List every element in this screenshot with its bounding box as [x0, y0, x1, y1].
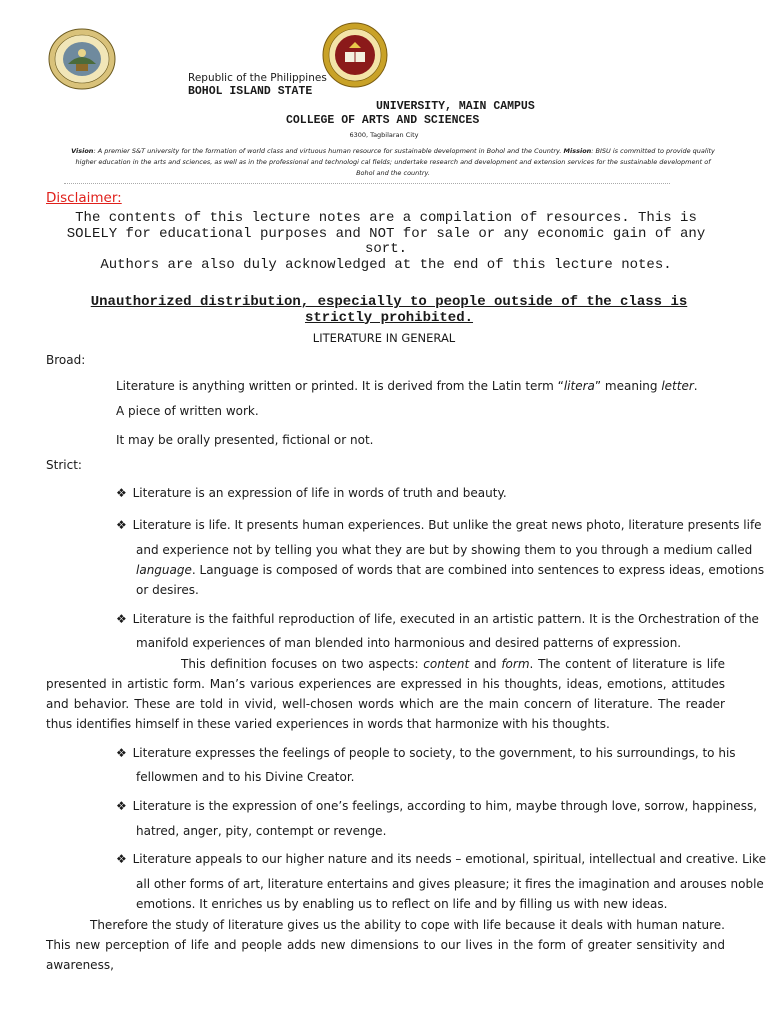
broad-item-1-continued: A piece of written work. — [116, 404, 259, 418]
strict-bullet-5: ❖ Literature is the expression of one’s feelings, according to him, maybe through love, sorrow, happiness, — [116, 799, 758, 813]
disclaimer-line2: Authors are also duly acknowledged at the end of this lecture notes. — [100, 256, 672, 273]
vision-mission — [66, 146, 720, 179]
mission-text: : BISU is committed to provide quality higher education in the arts and sciences, as well as in the professional and technologi cal fields; undertake research and development and extension services for the sustainable development of Bohol and the country. — [75, 147, 715, 177]
republic-label: Republic of the Philippines — [188, 72, 327, 84]
vision-text: : A premier S&T university for the formation of world class and virtuous human resource for sustainable development in Bohol and the Country. — [93, 147, 564, 155]
strict-bullet-6: ❖ Literature appeals to our higher nature and its needs – emotional, spiritual, intellectual and creative. Like — [116, 852, 767, 866]
strict-bullet-2-line2: and experience not by telling you what they are but by showing them to you through a medium called — [136, 543, 753, 557]
strict-bullet-2: ❖ Literature is life. It presents human experiences. But unlike the great news photo, literature presents life — [116, 518, 762, 532]
university-name-line1: BOHOL ISLAND STATE — [188, 85, 313, 98]
diamond-bullet-icon: ❖ — [116, 486, 127, 500]
college-name: COLLEGE OF ARTS AND SCIENCES — [286, 114, 480, 127]
section-title: LITERATURE IN GENERAL — [312, 331, 456, 345]
mission-label: Mission — [563, 147, 592, 155]
diamond-bullet-icon: ❖ — [116, 746, 127, 760]
college-seal-logo — [322, 22, 388, 88]
broad-item-1: Literature is anything written or printed. It is derived from the Latin term “litera” meaning letter. — [116, 379, 698, 393]
broad-item-2: It may be orally presented, fictional or not. — [116, 433, 374, 447]
strict-bullet-3: ❖ Literature is the faithful reproduction of life, executed in an artistic pattern. It is the Orchestration of the — [116, 612, 759, 626]
strict-bullet-5-line2: hatred, anger, pity, contempt or revenge. — [136, 824, 387, 838]
strict-label: Strict: — [46, 458, 82, 472]
strict-bullet-2-line4: or desires. — [136, 583, 199, 597]
diamond-bullet-icon: ❖ — [116, 518, 127, 532]
strict-bullet-1: ❖ Literature is an expression of life in words of truth and beauty. — [116, 486, 507, 500]
header-divider — [64, 183, 670, 184]
disclaimer-title: Disclaimer: — [46, 190, 122, 206]
definition-paragraph: This definition focuses on two aspects: content and form. The content of literature is life presented in artistic form. Man’s various experiences are expressed in his thoughts, ideas, emotions, attitudes and behavior. These are told in vivid, well-chosen words which are the main concern of literature. The reader thus identifies himself in these varied experiences in words that harmonize with his thoughts. — [46, 657, 725, 731]
diamond-bullet-icon: ❖ — [116, 852, 127, 866]
strict-bullet-4-line2: fellowmen and to his Divine Creator. — [136, 770, 355, 784]
disclaimer-line1: The contents of this lecture notes are a compilation of resources. This is SOLELY for educational purposes and NOT for sale or any economic gain of any sort. — [66, 210, 706, 257]
broad-label: Broad: — [46, 353, 86, 367]
strict-bullet-6-line2: all other forms of art, literature entertains and gives pleasure; it fires the imagination and arouses noble — [136, 877, 764, 891]
distribution-warning: Unauthorized distribution, especially to people outside of the class is strictly prohibited. — [90, 294, 688, 326]
strict-bullet-6-line3: emotions. It enriches us by enabling us to reflect on life and by filling us with new ideas. — [136, 897, 668, 911]
diamond-bullet-icon: ❖ — [116, 612, 127, 626]
bisu-seal-logo — [48, 28, 116, 90]
strict-bullet-2-line3: language. Language is composed of words that are combined into sentences to express ideas, emotions — [136, 563, 765, 577]
vision-label: Vision — [71, 147, 94, 155]
university-name-line2: UNIVERSITY, MAIN CAMPUS — [376, 100, 535, 113]
conclusion-paragraph: Therefore the study of literature gives us the ability to cope with life because it deals with human nature. This new perception of life and people adds new dimensions to our lives in the form of greater sensitivity and awareness, — [46, 918, 725, 972]
campus-address: 6300, Tagbilaran City — [349, 131, 419, 139]
disclaimer-body — [56, 211, 716, 273]
strict-bullet-4: ❖ Literature expresses the feelings of people to society, to the government, to his surroundings, to his — [116, 746, 736, 760]
diamond-bullet-icon: ❖ — [116, 799, 127, 813]
strict-bullet-3-line2: manifold experiences of man blended into harmonious and desired patterns of expression. — [136, 636, 682, 650]
